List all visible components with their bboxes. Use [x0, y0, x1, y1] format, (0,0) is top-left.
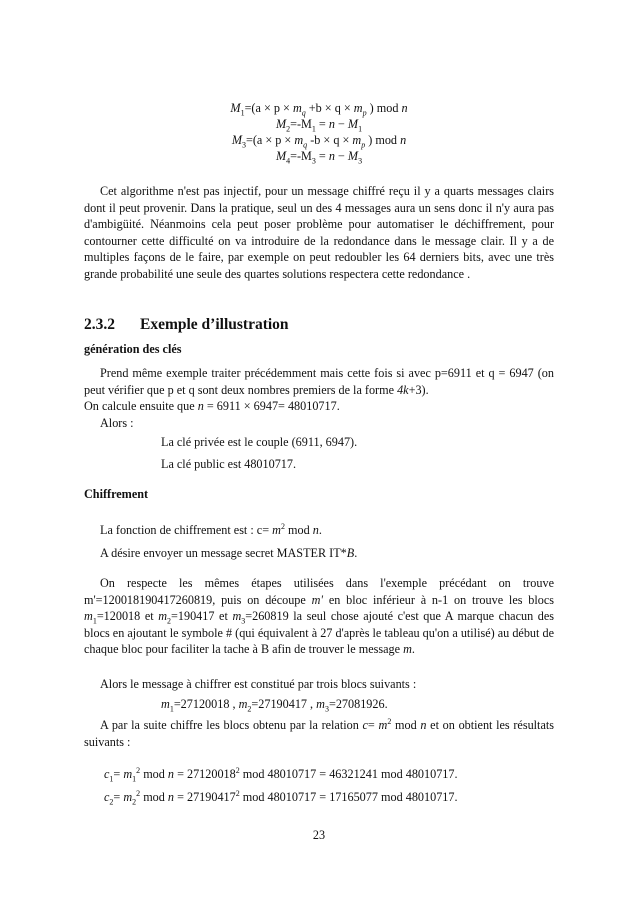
equation-m2: $M_2=-M_1 = n - M_1$ [275, 117, 363, 134]
equation-m3: $M_3=(a \times p \times m_q$ $-b \times q \times m_p$ ) mod n [231, 133, 407, 150]
send-message-line: A désire envoyer un message secret MASTER IT*B. [100, 546, 358, 560]
keygen-paragraph: Prend même exemple traiter précédemment mais cette fois si avec p=6911 et q = 6947 (on peut vérifier que p et q sont deux nombres premiers de la forme 4k+3). On calcule ensuite que n = 6911 × 6947= 48010717. Alors : [84, 366, 554, 430]
encryption-function: La fonction de chiffrement est : $c= m^2$ mod n. [100, 521, 322, 537]
page-number: 23 [312, 828, 326, 842]
intro-paragraph: Cet algorithme n'est pas injectif, pour un message chiffré reçu il y a quarts messages clairs dont il peut provenir. Dans la pratique, seul un des 4 messages aura un sens donc il n'y aura pas d'ambigüité. Néanmoins cela peut poser problème pour automatiser le déchiffrement, pour contourner cette difficulté on va introduire de la redondance dans le message clair. Il y a de multiples façons de le faire, par exemple on peut redoubler les 64 derniers bits, avec une très grande probabilité une seule des quartes solutions respectera cette redondance . [84, 184, 554, 281]
public-key-line: La clé public est 48010717. [161, 457, 297, 471]
results-paragraph: A par la suite chiffre les blocs obtenu par la relation $c= m^2$ mod n et on obtient les résultats suivants : [84, 716, 554, 749]
cipher-c2-line: $c_2= m_2^2$ mod $n = 27190417^2$ mod 48010717 = 17165077 mod 48010717. [104, 788, 458, 807]
equation-m1: $M_1=(a \times p \times m_q +b \times q \times m_p$ ) mod n [230, 101, 408, 118]
equation-m4: $M_4=-M_3 = n - M_3$ [275, 149, 363, 166]
section-heading: 2.3.2 Exemple d’illustration [84, 316, 289, 333]
blocks-paragraph: On respecte les mêmes étapes utilisées dans l'exemple précédant on trouve m'=120018190417260819, puis on découpe m' en bloc inférieur à n-1 on trouve les blocs $m_1=120018$ et $m_2=190417$ et $m_3=260819$ la seul chose ajouté c'est que A marque chacun des blocs en ajoutant le symbole # (qui équivalent à 27 d'après le tableau qu'on a utilisé) au début de chaque bloc pour faciliter la tache à B afin de trouver le message m. [84, 576, 554, 656]
encryption-heading: Chiffrement [84, 487, 149, 501]
cipher-c1-line: $c_1= m_1^2$ mod $n = 27120018^2$ mod 48010717 = 46321241 mod 48010717. [104, 765, 458, 784]
private-key-line: La clé privée est le couple (6911, 6947). [161, 435, 358, 449]
message-intro: Alors le message à chiffrer est constitué par trois blocs suivants : [100, 677, 417, 691]
keygen-heading: génération des clés [84, 342, 182, 356]
blocks-line: $m_1=27120018$ , $m_2=27190417$ , $m_3=27081926$. [161, 697, 388, 714]
